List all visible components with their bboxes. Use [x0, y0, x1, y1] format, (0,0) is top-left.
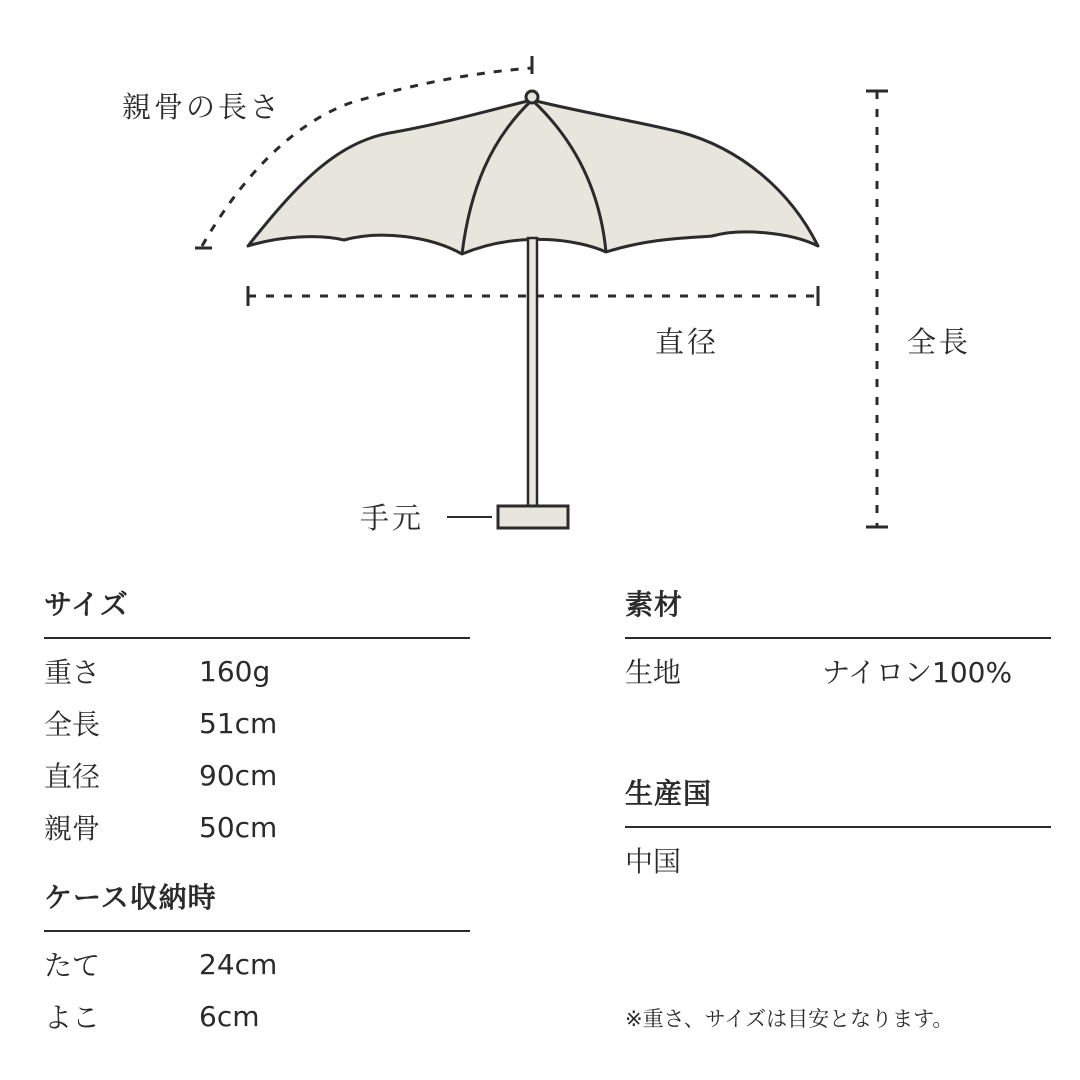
- length-label: 全長: [907, 325, 972, 359]
- origin-section: [625, 772, 1051, 886]
- handle-label: 手元: [360, 501, 425, 535]
- case-title: ケース収納時: [44, 876, 470, 932]
- spec-value: ナイロン100%: [822, 656, 1013, 689]
- spec-key: 直径: [44, 760, 101, 793]
- spec-row: [44, 645, 470, 697]
- spec-key: 親骨: [44, 812, 101, 845]
- size-section: [44, 583, 470, 853]
- spec-key: たて: [44, 949, 101, 982]
- umbrella-tip: [526, 91, 538, 103]
- umbrella-canopy: [248, 100, 818, 254]
- spec-value: 90cm: [199, 758, 278, 792]
- disclaimer-note: ※重さ、サイズは目安となります。: [625, 1007, 954, 1031]
- diameter-label: 直径: [655, 325, 720, 359]
- spec-value: 6cm: [199, 999, 260, 1033]
- spec-key: 全長: [44, 708, 101, 741]
- spec-row: [625, 645, 1051, 697]
- origin-value: [625, 834, 1051, 886]
- spec-row: [44, 990, 470, 1042]
- spec-value: 160g: [199, 654, 271, 688]
- origin-text: 中国: [625, 845, 682, 878]
- material-title: 素材: [625, 583, 1051, 639]
- spec-key: 生地: [625, 656, 682, 689]
- spec-row: [44, 938, 470, 990]
- rib-length-label: 親骨の長さ: [122, 90, 283, 124]
- spec-row: [44, 801, 470, 853]
- case-section: [44, 876, 470, 1042]
- spec-row: [44, 697, 470, 749]
- origin-title: 生産国: [625, 772, 1051, 828]
- spec-value: 51cm: [199, 706, 278, 740]
- spec-key: よこ: [44, 1001, 101, 1034]
- material-section: [625, 583, 1051, 697]
- spec-key: 重さ: [44, 656, 101, 689]
- umbrella-shaft: [528, 238, 537, 506]
- size-title: サイズ: [44, 583, 470, 639]
- spec-value: 24cm: [199, 947, 278, 981]
- umbrella-handle: [498, 506, 568, 528]
- spec-row: [44, 749, 470, 801]
- spec-value: 50cm: [199, 810, 278, 844]
